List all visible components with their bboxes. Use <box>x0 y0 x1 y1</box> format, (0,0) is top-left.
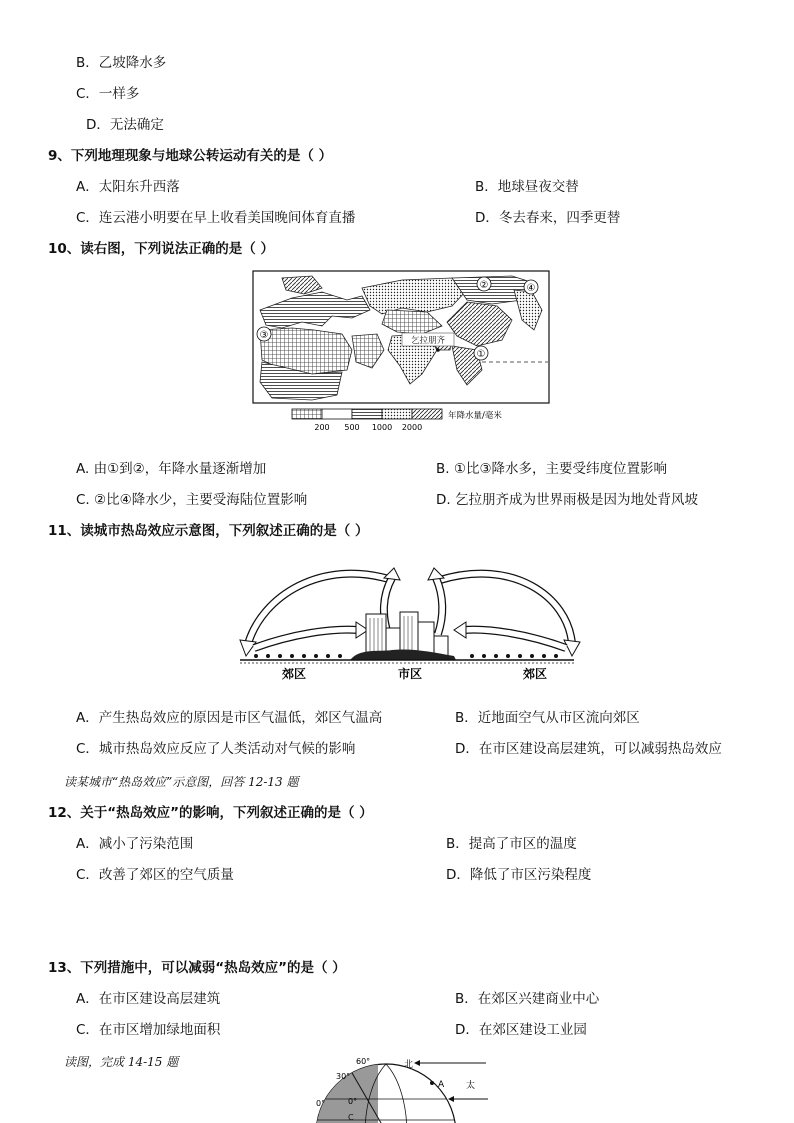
legend-value-1: 200 <box>314 423 330 432</box>
q12-option-d: D．降低了市区污染程度 <box>446 867 592 883</box>
q11-option-a: A．产生热岛效应的原因是市区气温低，郊区气温高 <box>76 710 383 726</box>
option-b: B．乙坡降水多 <box>76 55 167 71</box>
globe-north-label: 北 <box>404 1060 414 1070</box>
q10-option-c: C. ②比④降水少，主要受海陆位置影响 <box>76 492 308 508</box>
question-12-stem: 12、关于“热岛效应”的影响，下列叙述正确的是（ ） <box>48 805 373 821</box>
option-c: C．一样多 <box>76 86 140 102</box>
question-10-stem: 10、读右图，下列说法正确的是（ ） <box>48 241 274 257</box>
globe-lat-60: 60° <box>356 1057 371 1066</box>
q13-option-c: C．在市区增加绿地面积 <box>76 1022 221 1038</box>
map-marker-4: ④ <box>526 283 536 294</box>
q13-option-a: A．在市区建设高层建筑 <box>76 991 221 1007</box>
label-suburb-right: 郊区 <box>522 667 548 681</box>
map-legend <box>292 409 502 432</box>
q12-option-b: B．提高了市区的温度 <box>446 836 577 852</box>
map-place-label: 乞拉朋齐 <box>410 336 446 346</box>
legend-title: 年降水量/毫米 <box>448 411 502 421</box>
question-9-stem: 9、下列地理现象与地球公转运动有关的是（ ） <box>48 148 333 164</box>
map-marker-2: ② <box>479 280 489 291</box>
globe-lat-30: 30° <box>336 1072 351 1081</box>
legend-value-3: 1000 <box>371 423 393 432</box>
globe-lat-0-outer: 0° <box>316 1099 326 1108</box>
svg-text:C: C <box>348 1113 354 1122</box>
map-marker-3: ③ <box>259 330 269 341</box>
option-d: D．无法确定 <box>86 117 164 133</box>
heat-island-diagram <box>232 556 582 686</box>
q11-option-b: B．近地面空气从市区流向郊区 <box>455 710 640 726</box>
q9-option-a: A．太阳东升西落 <box>76 179 180 195</box>
question-11-stem: 11、读城市热岛效应示意图，下列叙述正确的是（ ） <box>48 523 369 539</box>
q11-option-d: D．在市区建设高层建筑，可以减弱热岛效应 <box>455 741 722 757</box>
label-urban: 市区 <box>397 667 423 681</box>
q9-option-c: C．连云港小明要在早上收看美国晚间体育直播 <box>76 210 356 226</box>
q12-option-a: A．减小了污染范围 <box>76 836 194 852</box>
question-13-stem: 13、下列措施中，可以减弱“热岛效应”的是（ ） <box>48 960 346 976</box>
q12-option-c: C．改善了郊区的空气质量 <box>76 867 234 883</box>
map-marker-1: ① <box>476 349 486 360</box>
q10-option-b: B. ①比③降水多，主要受纬度位置影响 <box>436 461 668 477</box>
q10-option-a: A. 由①到②，年降水量逐渐增加 <box>76 461 267 477</box>
label-suburb-left: 郊区 <box>281 667 307 681</box>
globe-diagram <box>308 1054 508 1123</box>
legend-value-4: 2000 <box>401 423 423 432</box>
instruction-14-15: 读图，完成 14-15 题 <box>64 1055 179 1069</box>
precipitation-map <box>252 270 552 435</box>
q10-option-d: D. 乞拉朋齐成为世界雨极是因为地处背风坡 <box>436 492 698 508</box>
globe-point-a: A <box>438 1080 445 1090</box>
q11-option-c: C．城市热岛效应反应了人类活动对气候的影响 <box>76 741 356 757</box>
instruction-12-13: 读某城市“热岛效应”示意图，回答 12-13 题 <box>64 775 299 789</box>
q9-option-b: B．地球昼夜交替 <box>475 179 579 195</box>
q9-option-d: D．冬去春来，四季更替 <box>475 210 621 226</box>
legend-value-2: 500 <box>344 423 360 432</box>
q13-option-b: B．在郊区兴建商业中心 <box>455 991 600 1007</box>
q13-option-d: D．在郊区建设工业园 <box>455 1022 587 1038</box>
globe-sun-label: 太 <box>466 1081 476 1091</box>
globe-lat-0-inner: 0° <box>348 1097 358 1106</box>
